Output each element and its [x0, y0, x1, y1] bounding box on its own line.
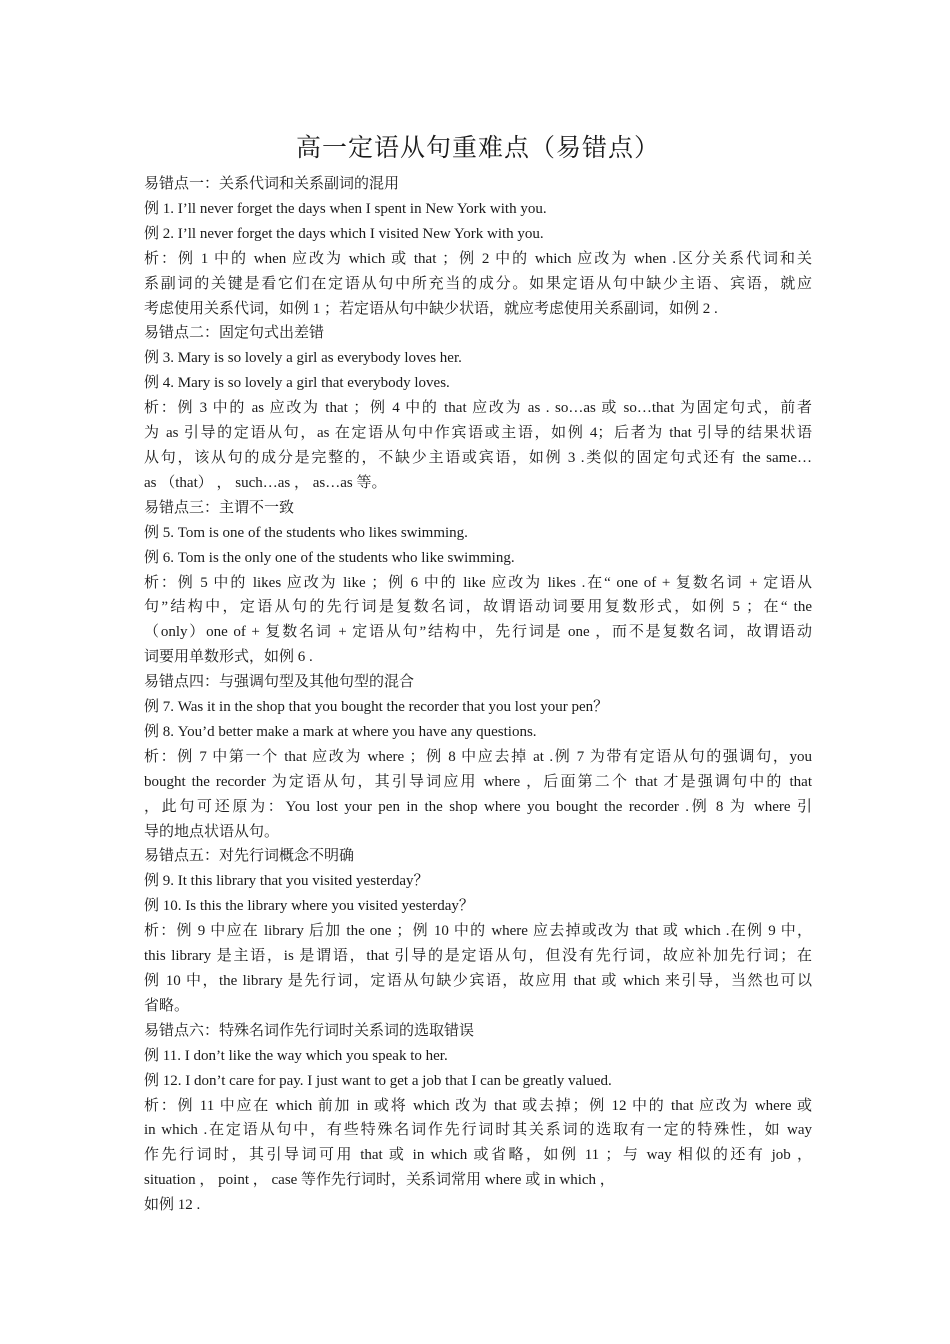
example-5: 例 5. Tom is one of the students who likes swimming. [144, 524, 468, 541]
example-4: 例 4. Mary is so lovely a girl that everybody loves. [144, 375, 450, 392]
analysis-line: 词要用单数形式，如例 6 . [144, 649, 313, 666]
heading-point-3: 易错点三：主谓不一致 [144, 499, 295, 516]
example-10: 例 10. Is this the library where you visited yesterday？ [144, 898, 474, 915]
heading-point-6: 易错点六：特殊名词作先行词时关系词的选取错误 [144, 1022, 475, 1039]
analysis-line: 省略。 [144, 997, 190, 1014]
analysis-line: 从句，该从句的成分是完整的，不缺少主语或宾语，如例 3 .类似的固定句式还有 the same… [144, 449, 812, 466]
analysis-line: 析：例 7 中第一个 that 应改为 where ；例 8 中应去掉 at .例 7 为带有定语从句的强调句，you [144, 748, 812, 765]
analysis-line: 为 as 引导的定语从句，as 在定语从句中作宾语或主语，如例 4；后者为 that 引导的结果状语 [144, 425, 812, 442]
example-8: 例 8. You’d better make a mark at where you have any questions. [144, 723, 537, 740]
analysis-line: 导的地点状语从句。 [144, 823, 280, 840]
analysis-line: 句”结构中，定语从句的先行词是复数名词，故谓语动词要用复数形式，如例 5 ；在“ the [144, 599, 812, 616]
analysis-line: 析：例 5 中的 likes 应改为 like ；例 6 中的 like 应改为 likes .在“ one of + 复数名词 + 定语从 [144, 574, 812, 591]
analysis-line: 析：例 1 中的 when 应改为 which 或 that ；例 2 中的 which 应改为 when .区分关系代词和关 [144, 250, 812, 267]
example-9: 例 9. It this library that you visited yesterday？ [144, 873, 429, 890]
example-11: 例 11. I don’t like the way which you speak to her. [144, 1047, 448, 1064]
example-1: 例 1. I’ll never forget the days when I spent in New York with you. [144, 200, 547, 217]
analysis-line: 析：例 11 中应在 which 前加 in 或将 which 改为 that 或去掉；例 12 中的 that 应改为 where 或 [144, 1097, 812, 1114]
analysis-line: 例 10 中，the library 是先行词，定语从句缺少宾语，故应用 that 或 which 来引导，当然也可以 [144, 973, 812, 989]
example-6: 例 6. Tom is the only one of the students who like swimming. [144, 549, 515, 566]
analysis-line: 析：例 3 中的 as 应改为 that ；例 4 中的 that 应改为 as . so…as 或 so…that 为固定句式，前者 [144, 400, 812, 417]
analysis-line: as （that） ， such…as ， as…as 等。 [144, 474, 387, 491]
heading-point-4: 易错点四：与强调句型及其他句型的混合 [144, 674, 415, 691]
analysis-line: this library 是主语，is 是谓语，that 引导的是定语从句，但没有先行词，故应补加先行词；在 [144, 948, 812, 965]
analysis-line: 如例 12 . [144, 1197, 201, 1214]
analysis-line: bought the recorder 为定语从句，其引导词应用 where ，后面第二个 that 才是强调句中的 that [144, 773, 812, 790]
example-3: 例 3. Mary is so lovely a girl as everybody loves her. [144, 350, 462, 367]
example-7: 例 7. Was it in the shop that you bought the recorder that you lost your pen？ [144, 699, 609, 716]
heading-point-2: 易错点二：固定句式出差错 [144, 325, 325, 342]
analysis-line: 作先行词时，其引导词可用 that 或 in which 或省略，如例 11 ；与 way 相似的还有 job ， [144, 1147, 812, 1164]
analysis-line: situation ， point ， case 等作先行词时，关系词常用 where 或 in which ， [144, 1172, 615, 1189]
document-page [144, 132, 812, 1218]
analysis-line: in which .在定语从句中，有些特殊名词作先行词时其关系词的选取有一定的特殊性，如 way [144, 1122, 812, 1139]
example-12: 例 12. I don’t care for pay. I just want to get a job that I can be greatly valued. [144, 1072, 612, 1089]
analysis-line: （only）one of + 复数名词 + 定语从句”结构中，先行词是 one ，而不是复数名词，故谓语动 [144, 624, 812, 641]
example-2: 例 2. I’ll never forget the days which I visited New York with you. [144, 225, 544, 242]
analysis-line: ，此句可还原为：You lost your pen in the shop where you bought the recorder .例 8 为 where 引 [144, 798, 812, 815]
heading-point-1: 易错点一：关系代词和关系副词的混用 [144, 176, 400, 192]
page-title: 高一定语从句重难点（易错点） [295, 135, 660, 162]
document-body [144, 172, 812, 1218]
analysis-line: 考虑使用关系代词，如例 1 ；若定语从句中缺少状语，就应考虑使用关系副词，如例 2 . [144, 300, 718, 317]
analysis-line: 系副词的关键是看它们在定语从句中所充当的成分。如果定语从句中缺少主语、宾语，就应 [144, 275, 812, 292]
heading-point-5: 易错点五：对先行词概念不明确 [144, 848, 355, 865]
analysis-line: 析：例 9 中应在 library 后加 the one ；例 10 中的 where 应去掉或改为 that 或 which .在例 9 中， [144, 923, 812, 940]
